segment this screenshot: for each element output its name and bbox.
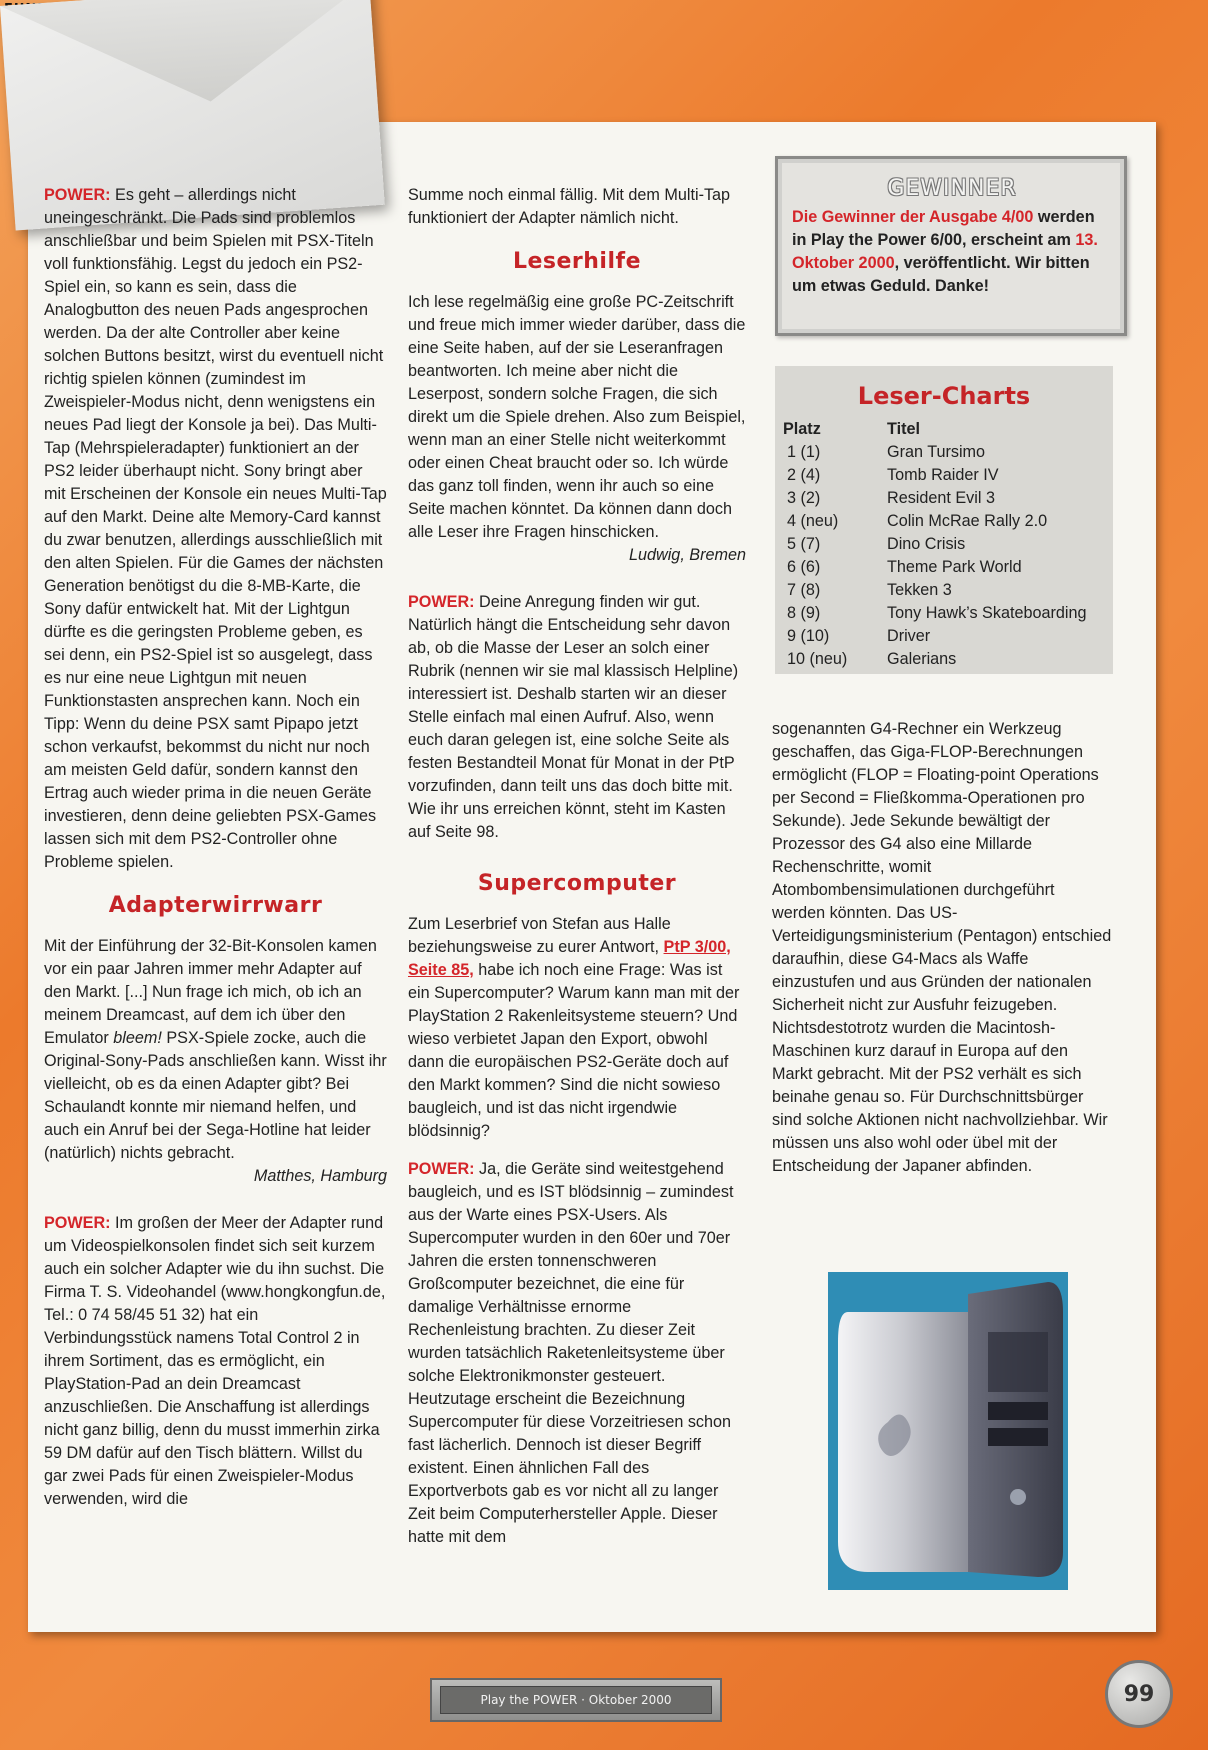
answer-paragraph: POWER: Deine Anregung finden wir gut. Natürlich hängt die Entscheidung sehr davon ab, ob die Masse der Leser an solch einer Rubrik (nennen wir sie mal klassisch Helpline) interessiert ist. Deshalb starten wir an dieser Stelle einfach mal einen Aufruf. Also, wenn euch daran gelegen ist, eine solche Seite als festen Bestandteil Monat für Monat in der PtP vorzufinden, dann teilt uns das doch bitte mit. Wie ihr uns erreichen könnt, steht im Kasten auf Seite 98. (408, 593, 739, 841)
winner-text: Die Gewinner der Ausgabe 4/00 werden in Play the Power 6/00, erscheint am 13. Oktober 2000, veröffentlicht. Wir bitten um etwas Geduld. Danke! (792, 208, 1098, 295)
charts-rank: 6 (6) (787, 558, 821, 576)
charts-title-cell: Galerians (887, 650, 957, 668)
charts-title-cell: Tony Hawk’s Skateboarding (887, 604, 1087, 622)
reader-charts-box (775, 366, 1113, 674)
heading-adapterwirrwarr: Adapterwirrwarr (108, 893, 323, 918)
article-reference-link: PtP 3/00, Seite 85, (408, 938, 731, 979)
charts-rank: 1 (1) (787, 443, 821, 461)
charts-row (783, 556, 1086, 579)
footer-label: Play the POWER · Oktober 2000 (440, 1686, 712, 1714)
charts-title-cell: Theme Park World (887, 558, 1022, 576)
charts-row (783, 648, 1086, 671)
charts-title-cell: Driver (887, 627, 931, 645)
charts-title-cell: Tomb Raider IV (887, 466, 999, 484)
heading-leserhilfe: Leserhilfe (512, 249, 642, 274)
charts-rank: 5 (7) (787, 535, 821, 553)
letter-paragraph: Ich lese regelmäßig eine große PC-Zeitschrift und freue mich immer wieder darüber, dass die eine Seite haben, auf der sie Leseranfragen beantworten. Ich meine aber nicht die Leserpost, sondern solche Fragen, die sich direkt um die Spiele drehen. Also zum Beispiel, wenn man an einer Stelle nicht weiterkommt oder einen Cheat braucht oder so. Ich würde das ganz toll finden, wenn ihr auch so eine Seite machen könntet. Da können dann doch alle Leser ihre Fragen hinschicken. (408, 293, 746, 541)
charts-rank: 4 (neu) (787, 512, 839, 530)
column-right (772, 718, 1112, 1193)
charts-title-cell: Gran Tursimo (887, 443, 986, 461)
charts-title-cell: Resident Evil 3 (887, 489, 995, 507)
text-paragraph: sogenannten G4-Rechner ein Werkzeug geschaffen, das Giga-FLOP-Berechnungen ermöglicht (FLOP = Floating-point Operations per Second = Fließkomma-Operationen pro Sekunde). Jede Sekunde bewältigt der Prozessor des G4 also eine Millarde Rechenschritte, womit Atombombensimulationen durchgeführt werden könnten. Das US-Verteidigungsministerium (Pentagon) entschied daraufhin, diese G4-Macs als Waffe einzustufen und aus Gründen der nationalen Sicherheit nicht zur Ausfuhr feizugeben. Nichtsdestotrotz wurden die Macintosh-Maschinen kurz darauf in Europa auf den Markt gebracht. Mit der PS2 verhält es sich beinahe genau so. Für Durchschnittsbürger sind solche Aktionen nicht nachvollziehbar. Wir müssen uns also wohl oder übel mit der Entscheidung der Japaner abfinden. (772, 720, 1112, 1175)
footer-bar (430, 1678, 722, 1722)
charts-rank: 2 (4) (787, 466, 821, 484)
charts-title-cell: Colin McRae Rally 2.0 (887, 512, 1048, 530)
charts-row (783, 602, 1086, 625)
letter-paragraph: Mit der Einführung der 32-Bit-Konsolen kamen vor ein paar Jahren immer mehr Adapter auf den Markt. [...] Nun frage ich mich, ob ich an meinem Dreamcast, auf dem ich über den Emulator bleem! PSX-Spiele zocke, auch die Original-Sony-Pads anschließen kann. Wisst ihr vielleicht, ob es da einen Adapter gibt? Bei Schaulandt konnte mir niemand helfen, und auch ein Anruf bei der Sega-Hotline hat leider (natürlich) nichts gebracht. (44, 937, 387, 1162)
charts-row (783, 579, 1086, 602)
charts-row (783, 487, 1086, 510)
column-header-platz: Platz (783, 420, 821, 438)
answer-paragraph: POWER: Im großen der Meer der Adapter rund um Videospielkonsolen findet sich seit kurzem auch ein solcher Adapter wie du ihn suchst. Die Firma T. S. Videohandel (www.hongkongfun.de, Tel.: 0 74 58/45 51 32) hat ein Verbindungsstück namens Total Control 2 in ihrem Sortiment, das es ermöglicht, ein PlayStation-Pad an dein Dreamcast anzuschließen. Die Anschaffung ist allerdings nicht ganz billig, denn du musst immerhin zirka 59 DM dafür auf den Tisch blättern. Willst du gar zwei Pads für einen Zweispieler-Modus verwenden, wird die (44, 1214, 386, 1508)
answer-paragraph: POWER: Es geht – allerdings nicht uneingeschränkt. Die Pads sind problemlos anschließbar und beim Spielen mit PSX-Titeln voll funktionsfähig. Legst du jedoch ein PS2-Spiel ein, so kann es sein, dass die Analogbutton des neuen Pads angesprochen werden. Da der alte Controller aber keine solchen Buttons besitzt, wirst du eventuell nicht richtig spielen können (zumindest im Zweispieler-Modus nicht, denn wenigstens ein neues Pad liegt der Konsole ja bei). Das Multi-Tap (Mehrspieleradapter) funktioniert an der PS2 leider überhaupt nicht. Sony bringt aber mit Erscheinen der Konsole ein neues Multi-Tap auf den Markt. Deine alte Memory-Card kannst du zwar benutzen, allerdings ausschließlich mit den alten Spielen. Für die Games der nächsten Generation benötigst du die 8-MB-Karte, die Sony dafür entwickelt hat. Mit der Lightgun dürfte es die geringsten Probleme geben, es sei denn, ein PS2-Spiel ist so ausgelegt, dass es nur eine neue Lightgun mit neuen Funktionstasten ansprechen kann. Noch ein Tipp: Wenn du deine PSX samt Pipapo jetzt schon verkaufst, bekommst du nicht nur noch am meisten Geld dafür, sondern kannst den Ertrag auch wieder prima in die neuen Geräte investieren, denn deine geliebten PSX-Games lassen sich mit dem PS2-Controller ohne Probleme spielen. (44, 186, 387, 871)
text-paragraph: Summe noch einmal fällig. Mit dem Multi-Tap funktioniert der Adapter nämlich nicht. (408, 186, 731, 227)
charts-title: Leser-Charts (857, 382, 1031, 410)
letter-paragraph: Zum Leserbrief von Stefan aus Halle beziehungsweise zu eurer Antwort, PtP 3/00, Seite 85, habe ich noch eine Frage: Was ist ein Supercomputer? Warum kann man mit der PlayStation 2 Rakenleitsysteme steuern? Und wieso verbietet Japan den Export, obwohl dann die europäischen PS2-Geräte doch auf den Markt kommen? Sind die nicht sowieso baugleich, und ist das nicht irgendwie blödsinnig? (408, 915, 740, 1140)
column-middle (408, 184, 746, 1564)
column-header-titel: Titel (887, 420, 920, 438)
charts-rank: 9 (10) (787, 627, 830, 645)
answer-paragraph: POWER: Ja, die Geräte sind weitestgehend baugleich, und es IST blödsinnig – zumindest aus der Warte eines PSX-Users. Als Supercomputer wurden in den 60er und 70er Jahren die ersten tonnenschweren Großcomputer bezeichnet, die eine für damalige Verhältnisse ernorme Rechenleistung brachten. Zu dieser Zeit wurden tatsächlich Raketenleitsysteme über solche Elektronikmonster gesteuert. Heutzutage erscheint die Bezeichnung Supercomputer für diese Vorzeitriesen schon fast lächerlich. Dennoch ist dieser Begriff existent. Einen ähnlichen Fall des Exportverbots gab es vor nicht all zu langer Zeit beim Computerhersteller Apple. Dieser hatte mit dem (408, 1160, 734, 1546)
charts-table (783, 418, 1086, 671)
winner-box (775, 156, 1127, 336)
column-left (44, 184, 387, 1526)
charts-rank: 10 (neu) (787, 650, 848, 668)
charts-title-cell: Tekken 3 (887, 581, 952, 599)
power-mac-g4-photo (828, 1272, 1068, 1590)
letter-signature: Ludwig, Bremen (629, 546, 746, 564)
letter-signature: Matthes, Hamburg (253, 1167, 387, 1185)
charts-row (783, 625, 1086, 648)
charts-row (783, 441, 1086, 464)
charts-row (783, 510, 1086, 533)
charts-row (783, 464, 1086, 487)
page-number-badge: 99 (1105, 1660, 1173, 1728)
charts-rank: 8 (9) (787, 604, 821, 622)
charts-row (783, 533, 1086, 556)
heading-supercomputer: Supercomputer (477, 871, 677, 896)
charts-rank: 7 (8) (787, 581, 821, 599)
charts-title-cell: Dino Crisis (887, 535, 966, 553)
charts-rank: 3 (2) (787, 489, 821, 507)
winner-title: GEWINNER (887, 176, 1017, 201)
